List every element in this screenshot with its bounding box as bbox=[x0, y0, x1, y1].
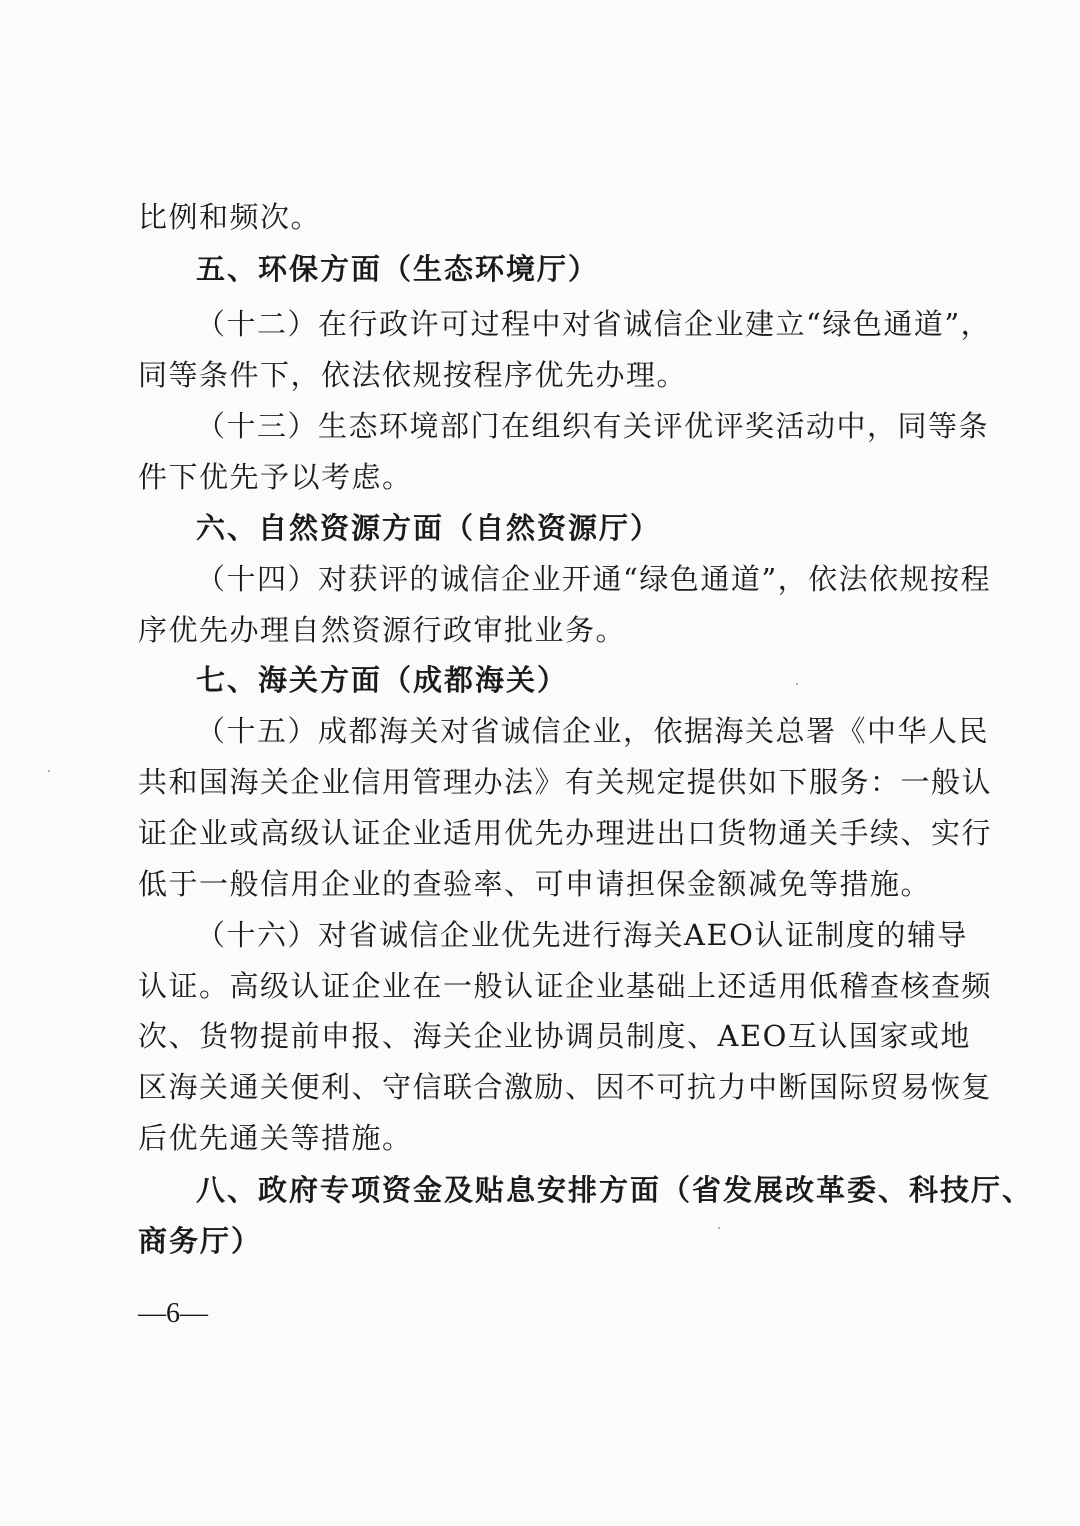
paragraph-line: 件下优先予以考虑。 bbox=[138, 460, 413, 494]
scan-speck bbox=[718, 1227, 720, 1229]
paragraph-line: （十三）生态环境部门在组织有关评优评奖活动中，同等条 bbox=[196, 409, 990, 443]
section-heading-environment: 五、环保方面（生态环境厅） bbox=[196, 252, 600, 286]
section-heading-natural-resources: 六、自然资源方面（自然资源厅） bbox=[196, 511, 662, 545]
section-heading-customs: 七、海关方面（成都海关） bbox=[196, 663, 569, 697]
scan-speck bbox=[796, 683, 798, 685]
paragraph-line: 序优先办理自然资源行政审批业务。 bbox=[138, 613, 627, 647]
scan-speck bbox=[48, 770, 50, 772]
paragraph-line: （十四）对获评的诚信企业开通“绿色通道”，依法依规按程 bbox=[196, 562, 992, 596]
page-number: —6— bbox=[138, 1298, 208, 1329]
paragraph-line: 共和国海关企业信用管理办法》有关规定提供如下服务：一般认 bbox=[138, 765, 993, 799]
paragraph-line: （十二）在行政许可过程中对省诚信企业建立“绿色通道”， bbox=[196, 307, 992, 341]
section-heading-continuation: 商务厅） bbox=[138, 1224, 263, 1258]
paragraph-line: 证企业或高级认证企业适用优先办理进出口货物通关手续、实行 bbox=[138, 816, 993, 850]
paragraph-line: 同等条件下，依法依规按程序优先办理。 bbox=[138, 358, 688, 392]
paragraph-line: 后优先通关等措施。 bbox=[138, 1121, 413, 1155]
paragraph-line: 次、货物提前申报、海关企业协调员制度、AEO互认国家或地 bbox=[138, 1019, 971, 1053]
paragraph-line: 区海关通关便利、守信联合激励、因不可抗力中断国际贸易恢复 bbox=[138, 1070, 993, 1104]
paragraph-line: 认证。高级认证企业在一般认证企业基础上还适用低稽查核查频 bbox=[138, 969, 993, 1003]
section-heading-government-funds: 八、政府专项资金及贴息安排方面（省发展改革委、科技厅、 bbox=[196, 1173, 1034, 1207]
paragraph-line: 低于一般信用企业的查验率、可申请担保金额减免等措施。 bbox=[138, 867, 932, 901]
paragraph-line: （十五）成都海关对省诚信企业，依据海关总署《中华人民 bbox=[196, 714, 990, 748]
paragraph-line: （十六）对省诚信企业优先进行海关AEO认证制度的辅导 bbox=[196, 918, 968, 952]
paragraph-line: 比例和频次。 bbox=[138, 200, 322, 234]
